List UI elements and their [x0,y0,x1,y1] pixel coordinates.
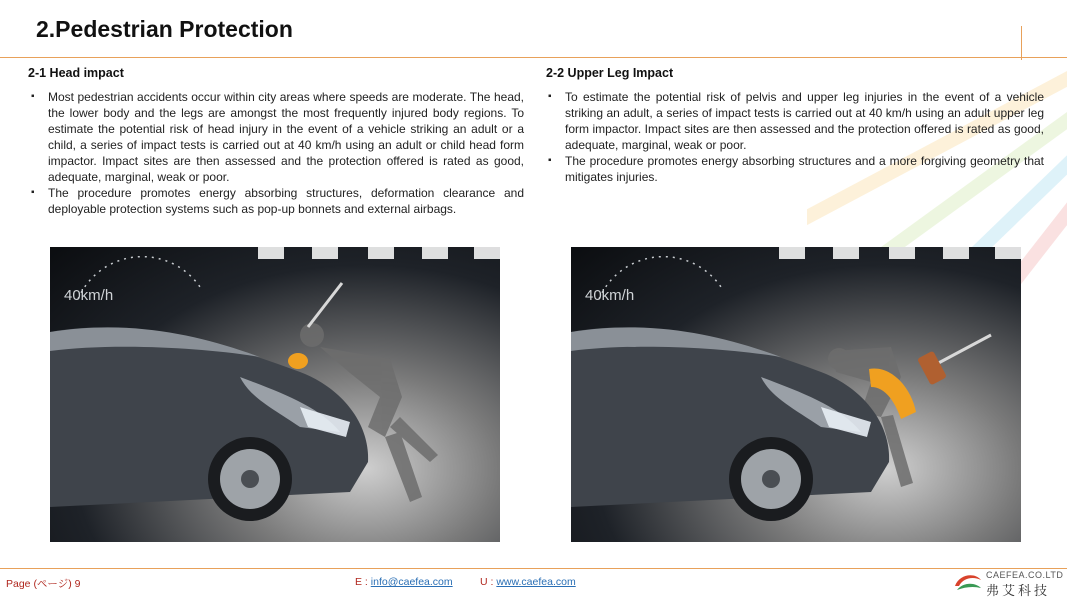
impactor-rod [308,283,342,327]
upper-leg-impact-bullets [547,89,1044,185]
head-impact-photo [50,247,500,542]
logo-mark-icon [953,570,983,596]
ceiling-lights [779,247,1021,259]
bullet-item: ▪ Most pedestrian accidents occur within city areas where speeds are moderate. The head, the lower body and the legs are amongst the most frequently injured body regions. To estimate the potential risk of head injury in the event of a vehicle striking an adult or a child, a series of impact tests is carried out at 40 km/h using an adult or child head form impactor. Impact sites are then assessed and the protection offered is rated as good, adequate, marginal, weak or poor. [30,89,524,185]
url-contact [480,576,576,588]
bullet-item: ▪ The procedure promotes energy absorbing structures, deformation clearance and deployable protection systems such as pop-up bonnets and external airbags. [30,185,524,217]
title-divider [0,57,1067,58]
impactor-weight [917,351,947,386]
page-title: 2.Pedestrian Protection [36,16,293,42]
url-prefix: U : [480,576,497,588]
car-body [50,327,368,521]
corner-mark [1021,26,1022,60]
email-contact [355,576,453,588]
upper-leg-impact-photo [571,247,1021,542]
speed-label: 40km/h [585,287,635,304]
bullet-item: ▪ To estimate the potential risk of pelvis and upper leg injuries in the event of a vehicle striking an adult, a series of impact tests is carried out at 40 km/h using an adult upper leg form impactor. Impact sites are then assessed and the protection offered is rated as good, adequate, marginal, weak or poor. [547,89,1044,153]
bullet-item: ▪ The procedure promotes energy absorbing structures and a more forgiving geometry that mitigates injuries. [547,153,1044,185]
logo-english-name: CAEFEA.CO.LTD [986,570,1064,580]
website-link[interactable]: www.caefea.com [496,576,576,588]
ceiling-lights [258,247,500,259]
head-impactor [288,353,308,369]
page-number: Page (ページ) 9 [6,578,81,590]
head-impact-title: 2-1 Head impact [28,66,124,80]
upper-leg-impact-title: 2-2 Upper Leg Impact [546,66,674,80]
company-logo [953,568,1063,598]
head-impact-bullets [30,89,524,217]
impactor-rod [931,335,991,367]
footer-divider [0,568,1067,569]
head-impact-illustration [50,247,500,542]
speed-label: 40km/h [64,287,114,304]
logo-chinese-name: 弗艾科技 [986,583,1051,598]
upper-leg-impact-illustration [571,247,1021,542]
email-link[interactable]: info@caefea.com [370,576,453,588]
email-prefix: E : [355,576,371,588]
